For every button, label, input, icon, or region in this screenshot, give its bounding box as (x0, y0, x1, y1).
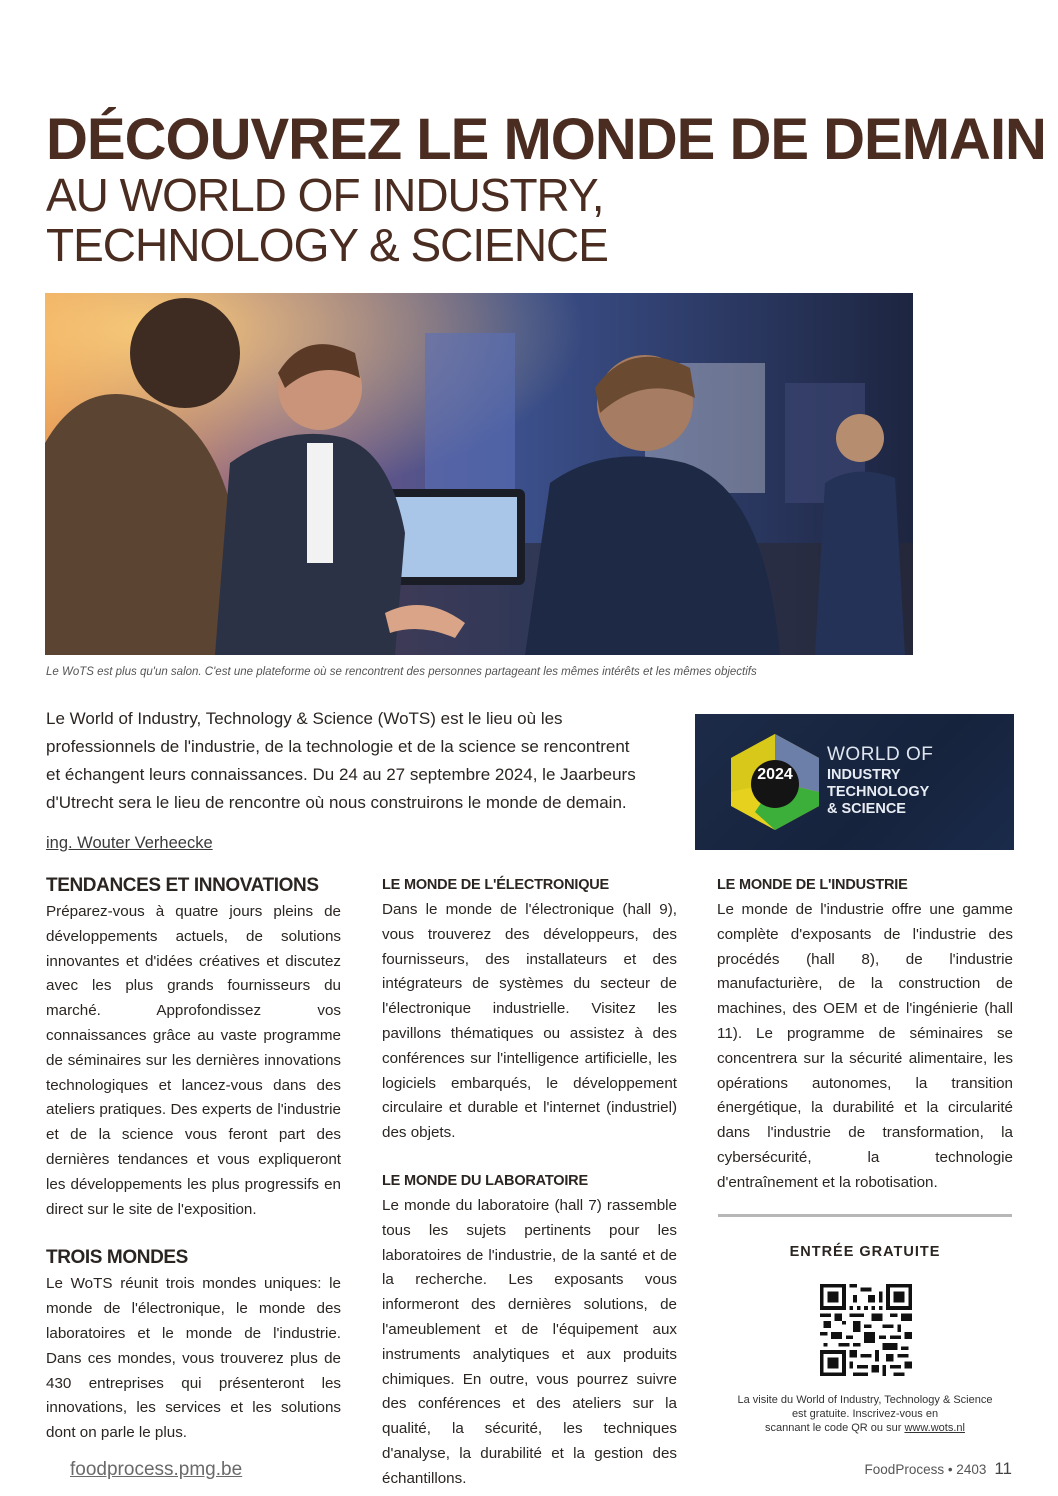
author-byline: ing. Wouter Verheecke (46, 834, 213, 852)
free-entry-line1: La visite du World of Industry, Technology & Science (737, 1394, 993, 1406)
section-title-trois-mondes: TROIS MONDES (46, 1247, 188, 1269)
wots-logo (695, 714, 1014, 850)
column-3 (717, 872, 1013, 1196)
free-entry-title: ENTRÉE GRATUITE (789, 1244, 941, 1260)
divider (718, 1214, 1012, 1217)
photo-caption: Le WoTS est plus qu'un salon. C'est une plateforme où se rencontrent des personnes partageant les mêmes intérêts et les mêmes objectifs (46, 666, 757, 678)
page-subtitle-line2: TECHNOLOGY & SCIENCE (46, 219, 608, 271)
page-subtitle-line1: AU WORLD OF INDUSTRY, (46, 169, 604, 221)
free-entry-text (718, 1393, 1012, 1435)
section-title-tendances: TENDANCES ET INNOVATIONS (46, 875, 319, 896)
headline (46, 107, 1046, 271)
column-1 (46, 872, 341, 1446)
wots-link[interactable]: www.wots.nl (904, 1422, 965, 1434)
logo-line1: WORLD OF (827, 744, 934, 765)
logo-line3: TECHNOLOGY (827, 784, 930, 800)
section-body-electronique: Dans le monde de l'électronique (hall 9), vous trouverez des développeurs, des fournisseurs, des installateurs et des intégrateurs de systèmes du secteur de l'électronique industrielle. Visitez les pavillons thématiques ou assistez à des conférences sur l'intelligence artificielle, les logiciels embarqués, le développement circulaire et durable et l'internet (industriel) des objets. (382, 901, 677, 1142)
section-body-laboratoire: Le monde du laboratoire (hall 7) rassemble tous les sujets pertinents pour les laboratoires de l'industrie, de la santé et de la recherche. Les exposants vous informeront des dernières solutions, de l'ameublement et de l'équipement aux instruments analytiques et aux produits chimiques. En outre, vous pourrez suivre des conférences et des ateliers sur la qualité, la sécurité, les techniques d'analyse, la durabilité et la gestion des échantillons. (382, 1196, 677, 1487)
footer-publication: FoodProcess • 2403 (864, 1462, 987, 1477)
section-title-electronique: LE MONDE DE L'ÉLECTRONIQUE (382, 877, 610, 893)
logo-line2: INDUSTRY (827, 767, 901, 783)
footer-issue (865, 1459, 1012, 1479)
page-title: DÉCOUVREZ LE MONDE DE DEMAIN (46, 107, 1046, 172)
logo-lines (827, 767, 929, 818)
free-entry-line3-prefix: scannant le code QR ou sur (765, 1422, 905, 1434)
section-title-laboratoire: LE MONDE DU LABORATOIRE (382, 1172, 588, 1189)
logo-year: 2024 (757, 766, 793, 783)
column-2 (382, 872, 677, 1492)
section-body-tendances: Préparez-vous à quatre jours pleins de développements actuels, de solutions innovantes et d'idées créatives et discutez avec les plus grands fournisseurs du marché. Approfondissez vos connaissances grâce au vaste programme de séminaires sur les dernières innovations technologiques et lancez-vous dans des ateliers pratiques. Des experts de l'industrie et de la science vous feront part des dernières tendances et vous expliqueront les développements les plus progressifs en direct sur le site de l'exposition. (46, 903, 341, 1218)
qr-code[interactable] (820, 1284, 912, 1376)
hero-photo (45, 293, 913, 655)
free-entry-line2: est gratuite. Inscrivez-vous en (791, 1408, 939, 1420)
footer-site-link[interactable]: foodprocess.pmg.be (70, 1459, 243, 1480)
trade-show-illustration (45, 293, 913, 655)
section-body-industrie: Le monde de l'industrie offre une gamme complète d'exposants de l'industrie des procédés (hall 8), de l'industrie manufacturière, de la construction de machines, des OEM et de l'ingénierie (hall 11). Le programme de séminaires se concentrera sur la sécurité alimentaire, les opérations autonomes, la transition énergétique, la durabilité et la circularité dans l'industrie de transformation, la cybersécurité, la technologie d'entraînement et la robotisation. (717, 901, 1013, 1191)
page-number: 11 (994, 1459, 1012, 1478)
intro-paragraph: Le World of Industry, Technology & Science (WoTS) est le lieu où les professionnels de l'industrie, de la technologie et de la science se rencontrent et échangent leurs connaissances. Du 24 au 27 septembre 2024, le Jaarbeurs d'Utrecht sera le lieu de rencontre où nous construirons le monde de demain. (46, 709, 636, 812)
logo-line4: & SCIENCE (827, 801, 906, 817)
free-entry-line3 (718, 1421, 1012, 1435)
section-body-trois-mondes: Le WoTS réunit trois mondes uniques: le monde de l'électronique, le monde des laboratoires et le monde de l'industrie. Dans ces mondes, vous trouverez plus de 430 entreprises qui présenteront les innovations, les services et les solutions dont on parle le plus. (46, 1275, 341, 1442)
section-title-industrie: LE MONDE DE L'INDUSTRIE (717, 877, 908, 893)
